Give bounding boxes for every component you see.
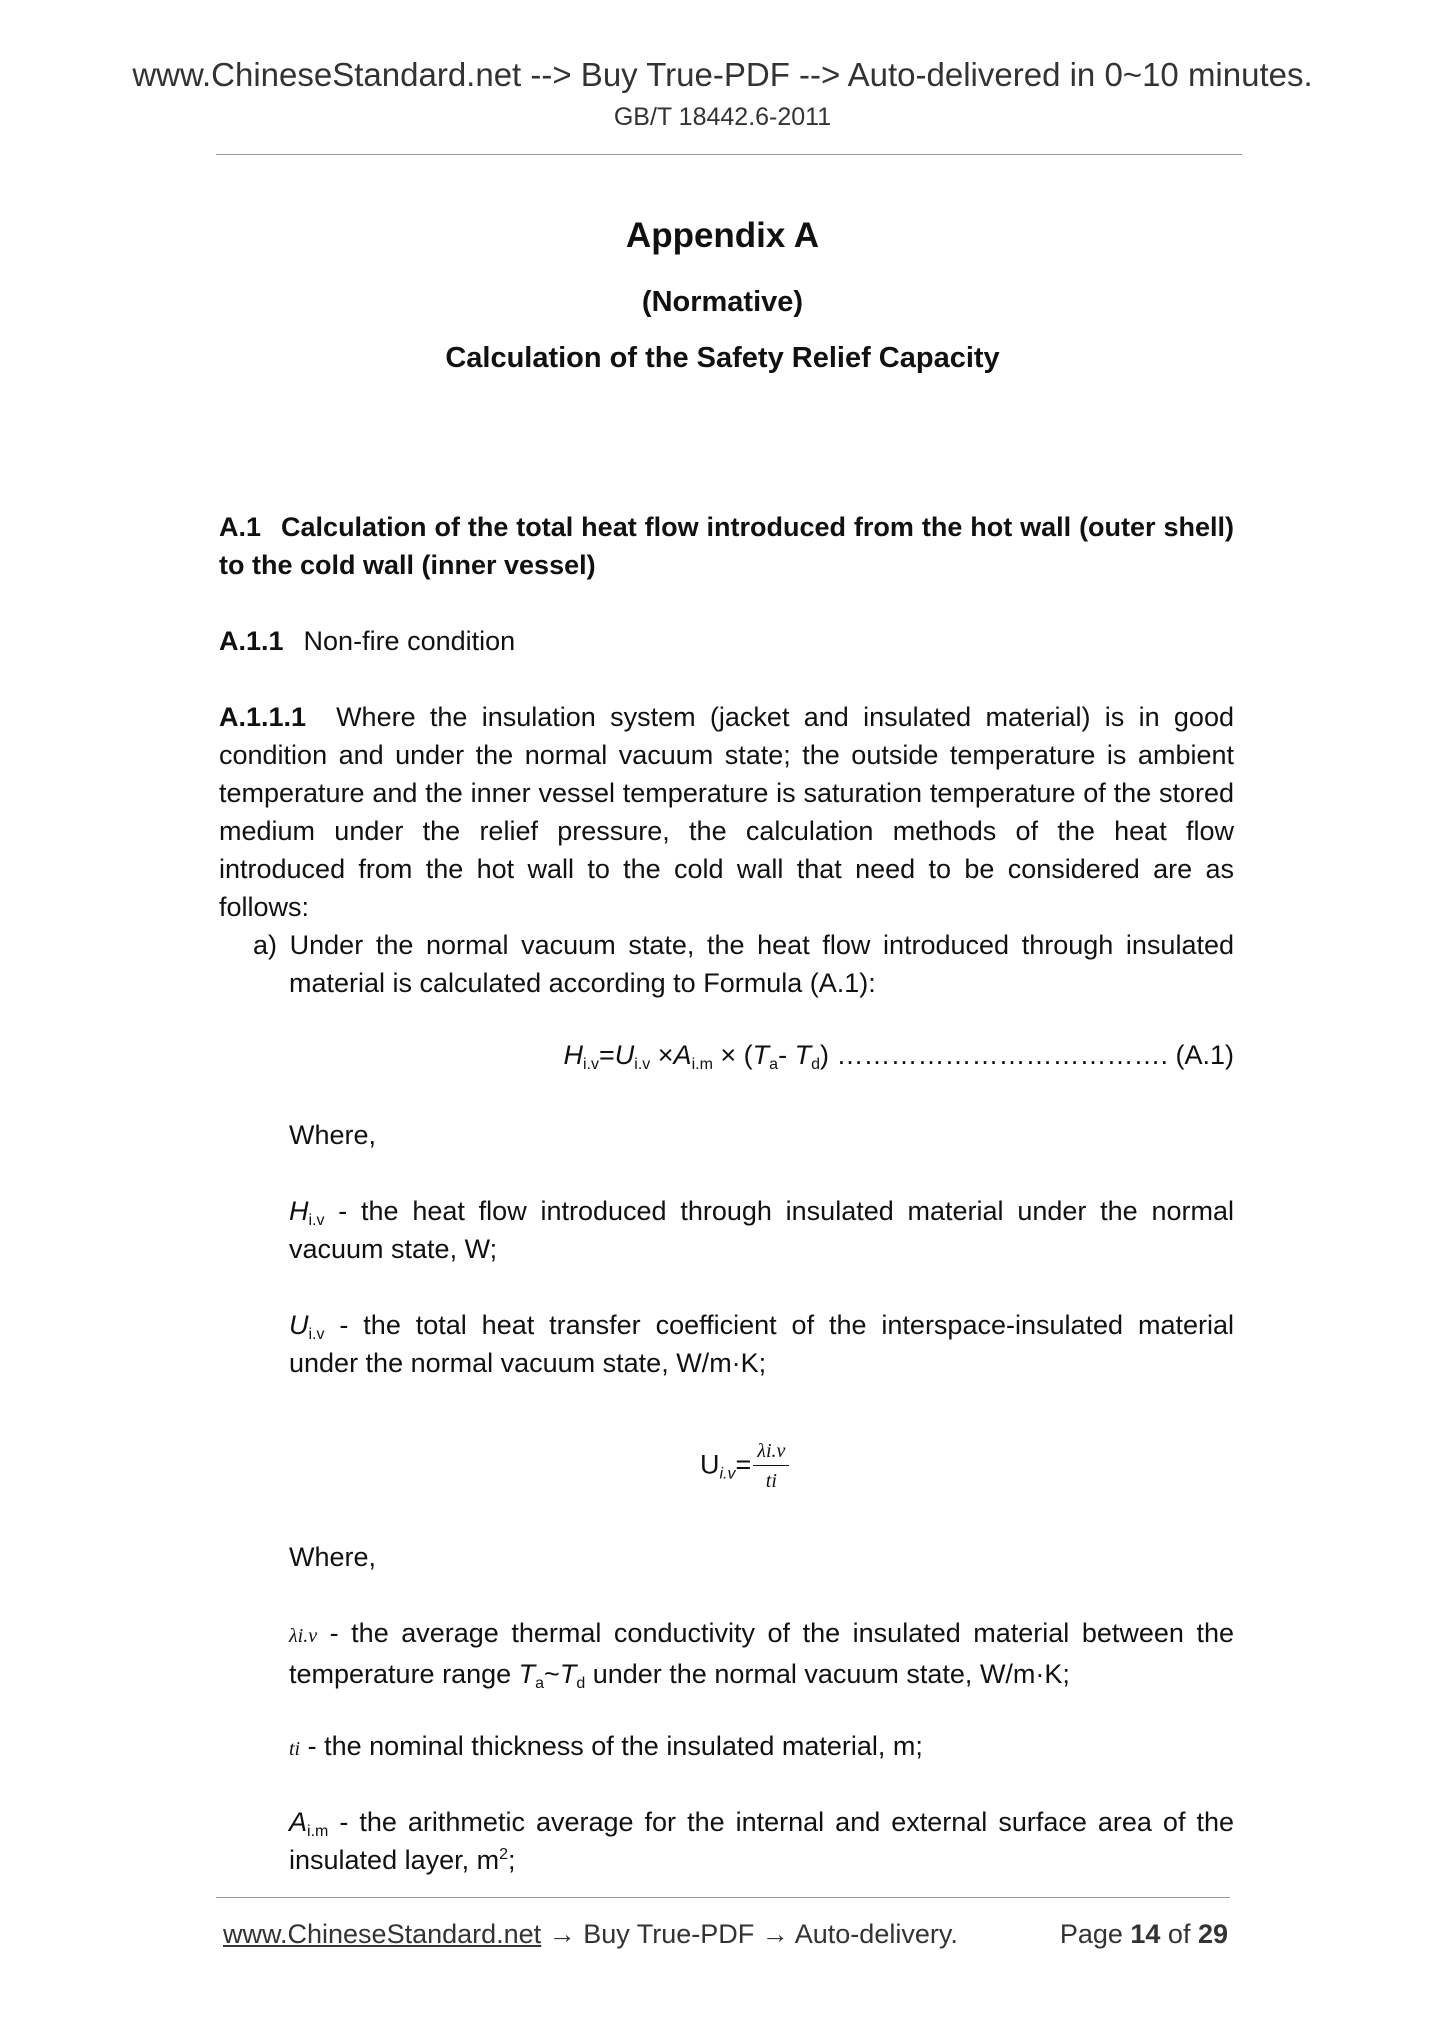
footer-site-link[interactable]: www.ChineseStandard.net <box>223 1919 542 1949</box>
section-a1-number: A.1 <box>219 512 262 542</box>
appendix-status: (Normative) <box>641 286 804 318</box>
footer-divider <box>216 1897 1230 1898</box>
formula-u: $U_{i.v}=$ $\frac{\lambda i.v}{ti}$ <box>700 1440 789 1493</box>
formula-a1: $H_{i.v}=U_{i.v} \times A_{i.m} \times (T_a-$ $T_d$) ………………………………. (A.1) <box>563 1040 1234 1073</box>
section-a11-number: A.1.1 <box>219 626 284 656</box>
section-a111-text: Where the insulation system (jacket and insulated material) is in good condition and under the normal vacuum state; the outside temperature is ambient temperature and the inner vessel temperature is saturation temperature of the stored medium under the relief pressure, the calculation methods of the heat flow introduced from the hot wall to the cold wall that need to be considered are as follows: <box>219 702 1234 922</box>
footer-auto-text: Auto-delivery. <box>794 1919 958 1949</box>
header-divider <box>216 154 1242 155</box>
footer: www.ChineseStandard.net → Buy True-PDF → Auto-delivery. Page 14 of 29 <box>223 1919 1228 1949</box>
list-item-a: a) Under the normal vacuum state, the heat flow introduced through insulated material is calculated according to Formula (A.1): <box>253 930 1234 998</box>
where-label-2: Where, <box>289 1542 377 1572</box>
definition-a: $A_{i.m}$ - the arithmetic average for the internal and external surface area of the insulated layer, $m^2$; <box>289 1807 1234 1875</box>
page-total: 29 <box>1197 1919 1228 1949</box>
header-banner: www.ChineseStandard.net --> Buy True-PDF --> Auto-delivered in 0~10 minutes. <box>132 56 1313 93</box>
definition-t: ti - the nominal thickness of the insulated material, m; <box>289 1731 923 1761</box>
section-a111-paragraph <box>219 698 1234 926</box>
section-a111-number: A.1.1.1 <box>219 702 307 732</box>
standard-code: GB/T 18442.6-2011 <box>613 103 832 131</box>
definition-h: $H_{i.v}$ - the heat flow introduced through insulated material under the normal vacuum state, W; <box>289 1196 1234 1264</box>
page-number: 14 <box>1130 1919 1161 1949</box>
appendix-subtitle: Calculation of the Safety Relief Capacity <box>445 342 1000 374</box>
page-indicator: Page 14 of 29 <box>1059 1919 1228 1949</box>
footer-buy-text: Buy True-PDF <box>583 1919 755 1949</box>
formula-a1-label: (A.1) <box>1175 1040 1234 1070</box>
section-a11-title: Non-fire condition <box>303 626 516 656</box>
section-a1-title: Calculation of the total heat flow introduced from the hot wall (outer shell) to the cold wall (inner vessel) <box>219 512 1234 580</box>
formula-u-fraction: $\frac{\lambda i.v}{ti}$ <box>753 1440 789 1493</box>
section-a11-heading <box>219 622 1234 660</box>
where-label-1: Where, <box>289 1120 377 1150</box>
appendix-title: Appendix A <box>625 216 820 255</box>
section-a1-heading <box>219 508 1234 584</box>
definition-lambda: λi.v - the average thermal conductivity of the insulated material between the temperature range $T_a\sim T_d$ under the normal vacuum state, W/m·K; <box>289 1618 1234 1692</box>
definition-u: $U_{i.v}$ - the total heat transfer coefficient of the interspace-insulated material under the normal vacuum state, W/m·K; <box>289 1310 1234 1378</box>
